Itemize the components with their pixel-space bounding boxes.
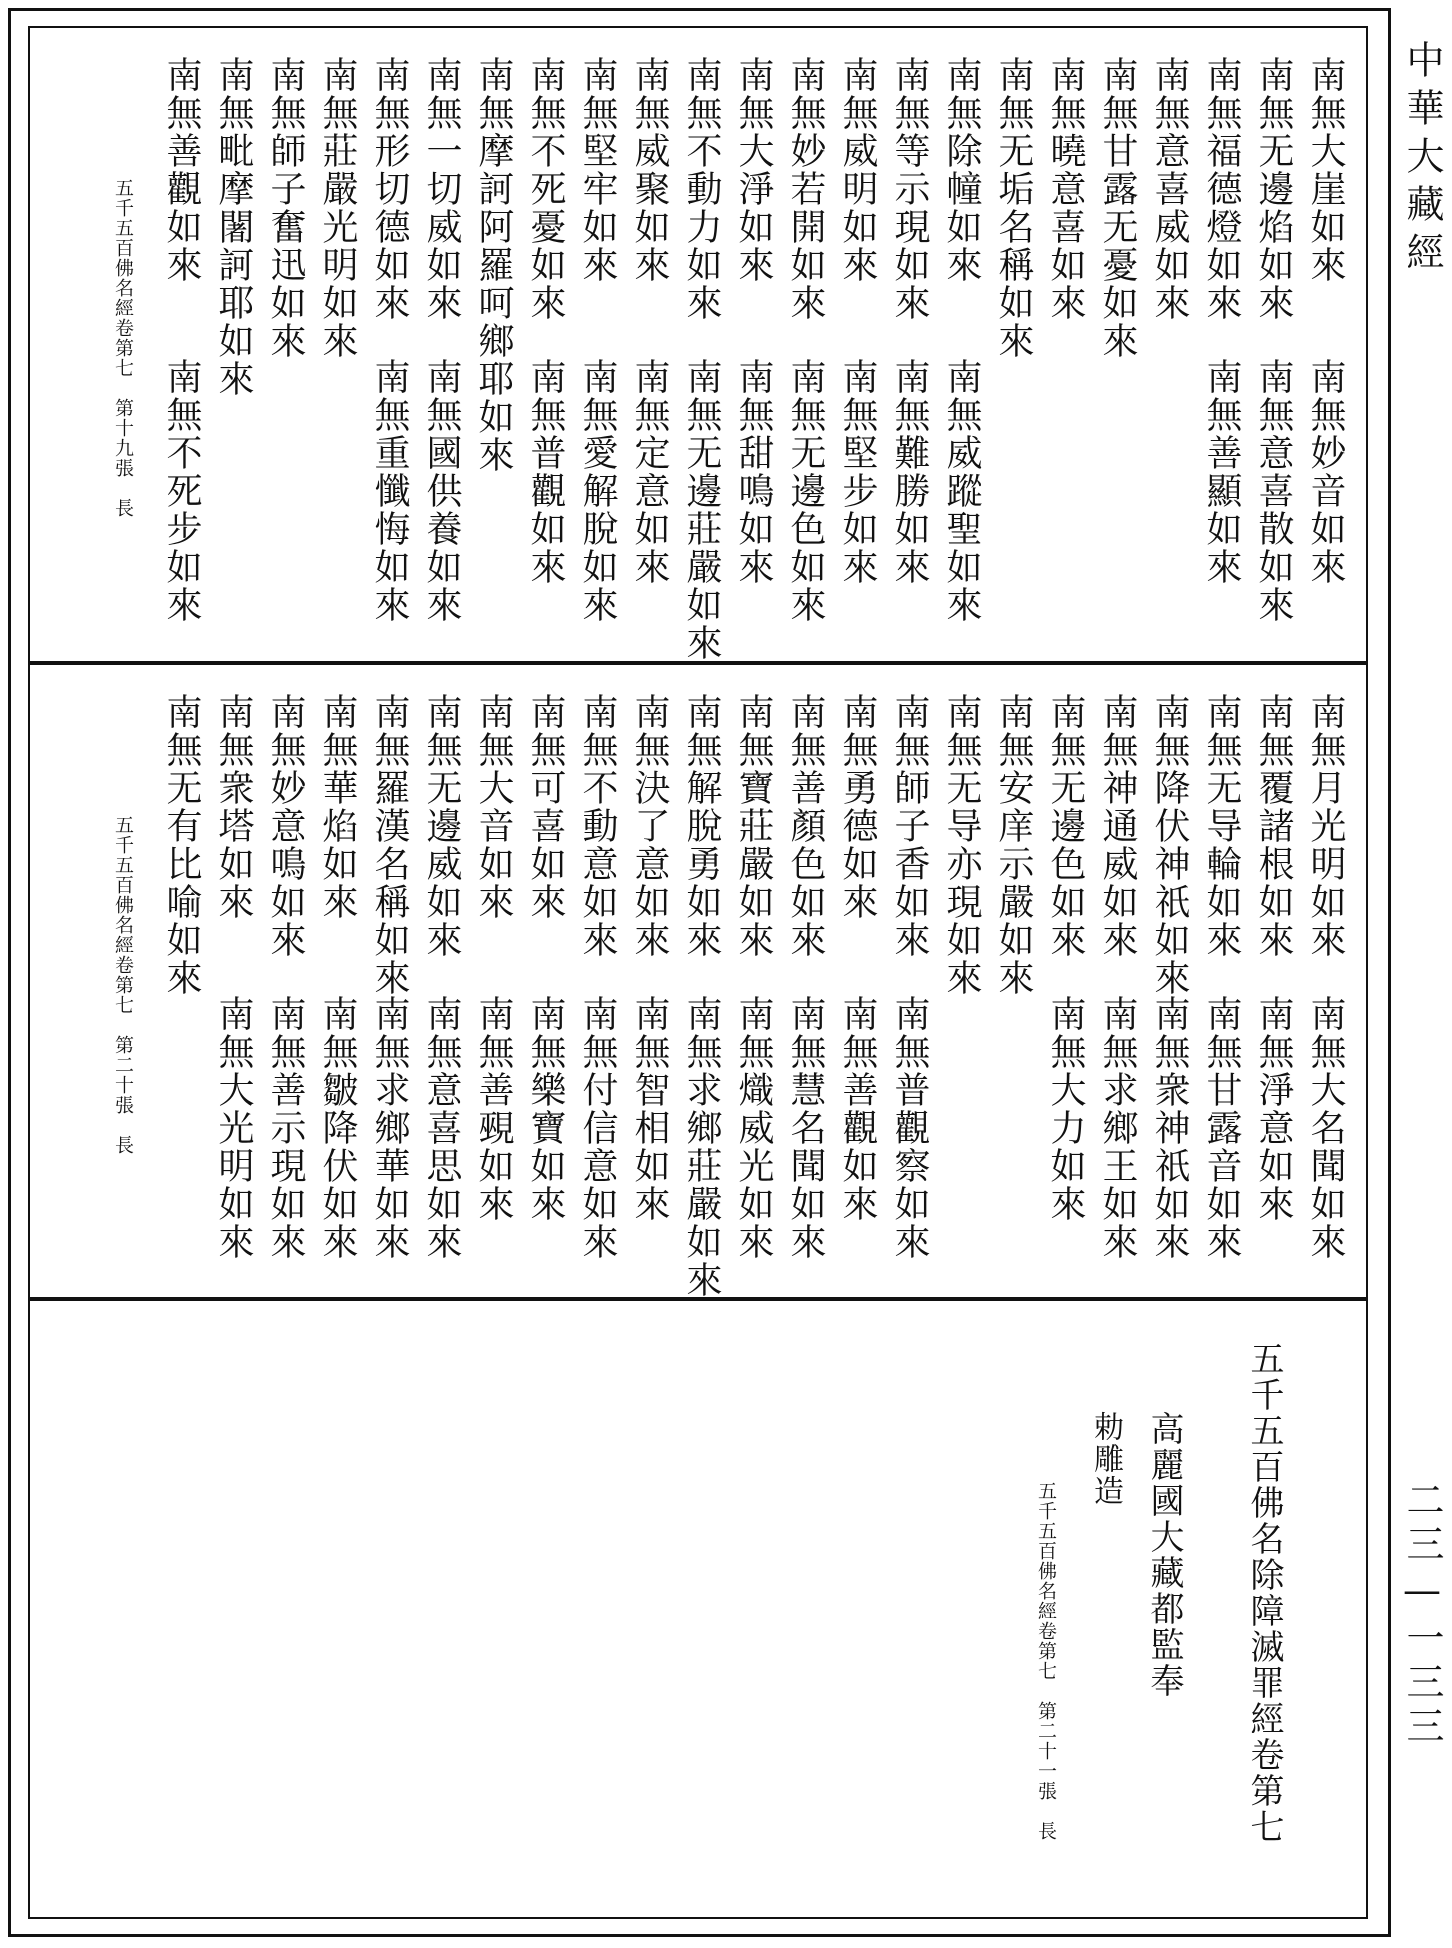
buddha-name-column: 南無衆塔如來 [213, 693, 254, 921]
buddha-name-column: 南無大名聞如來 [1305, 995, 1346, 1261]
buddha-name-column: 南無熾威光如來 [733, 995, 774, 1261]
buddha-name-column: 南無无导亦現如來 [941, 693, 982, 997]
buddha-name-column: 南無求鄉王如來 [1097, 995, 1138, 1261]
buddha-name-column: 南無妙若開如來 [785, 56, 826, 322]
buddha-name-column: 南無堅牢如來 [577, 56, 618, 284]
buddha-name-column: 南無大崖如來 [1305, 56, 1346, 284]
sutra-section-1 [28, 26, 1368, 663]
buddha-name-column: 南無无邊色如來 [1045, 693, 1086, 959]
buddha-name-column: 南無善覡如來 [473, 995, 514, 1223]
buddha-name-column: 南無安庠示嚴如來 [993, 693, 1034, 997]
colophon-footer: 五千五百佛名經卷第七 第二十一張 長 [1035, 1481, 1057, 1841]
buddha-name-column: 南無華焰如來 [317, 693, 358, 921]
sutra-section-3 [28, 1299, 1368, 1919]
buddha-name-column: 南無降伏神祇如來 [1149, 693, 1190, 997]
buddha-name-column: 南無師子奮迅如來 [265, 56, 306, 360]
section-footer: 五千五百佛名經卷第七 第二十張 長 [112, 815, 134, 1155]
buddha-name-column: 南無皺降伏如來 [317, 995, 358, 1261]
buddha-name-column: 南無不死步如來 [161, 358, 202, 624]
buddha-name-column: 南無大力如來 [1045, 995, 1086, 1223]
buddha-name-column: 南無普觀如來 [525, 358, 566, 586]
buddha-name-column: 南無一切威如來 [421, 56, 462, 322]
buddha-name-column: 南無善觀如來 [837, 995, 878, 1223]
buddha-name-column: 南無不死憂如來 [525, 56, 566, 322]
buddha-name-column: 南無善觀如來 [161, 56, 202, 284]
buddha-name-column: 南無決了意如來 [629, 693, 670, 959]
buddha-name-column: 南無甘露音如來 [1201, 995, 1242, 1261]
buddha-name-column: 南無普觀察如來 [889, 995, 930, 1261]
buddha-name-column: 南無樂寶如來 [525, 995, 566, 1223]
buddha-name-column: 南無國供養如來 [421, 358, 462, 624]
buddha-name-column: 南無形切德如來 [369, 56, 410, 322]
buddha-name-column: 南無无邊莊嚴如來 [681, 358, 722, 662]
sutra-section-2 [28, 663, 1368, 1299]
buddha-name-column: 南無衆神祇如來 [1149, 995, 1190, 1261]
buddha-name-column: 南無神通威如來 [1097, 693, 1138, 959]
buddha-name-column: 南無師子香如來 [889, 693, 930, 959]
buddha-name-column: 南無寶莊嚴如來 [733, 693, 774, 959]
buddha-name-column: 南無求鄉莊嚴如來 [681, 995, 722, 1299]
buddha-name-column: 南無曉意喜如來 [1045, 56, 1086, 322]
margin-title: 中華大藏經 [1400, 40, 1444, 280]
buddha-name-column: 南無堅步如來 [837, 358, 878, 586]
buddha-name-column: 南無威聚如來 [629, 56, 670, 284]
margin-page-number: 二三—一三三 [1400, 1480, 1444, 1750]
buddha-name-column: 南無无邊色如來 [785, 358, 826, 624]
buddha-name-column: 南無威明如來 [837, 56, 878, 284]
buddha-name-column: 南無求鄉華如來 [369, 995, 410, 1261]
buddha-name-column: 南無勇德如來 [837, 693, 878, 921]
buddha-name-column: 南無重懺悔如來 [369, 358, 410, 624]
colophon-decree: 勅雕造 [1088, 1411, 1123, 1507]
buddha-name-column: 南無羅漢名稱如來 [369, 693, 410, 997]
buddha-name-column: 南無福德燈如來 [1201, 56, 1242, 322]
buddha-name-column: 南無慧名聞如來 [785, 995, 826, 1261]
buddha-name-column: 南無不動力如來 [681, 56, 722, 322]
buddha-name-column: 南無毗摩闍訶耶如來 [213, 56, 254, 398]
buddha-name-column: 南無愛解脫如來 [577, 358, 618, 624]
buddha-name-column: 南無意喜威如來 [1149, 56, 1190, 322]
buddha-name-column: 南無妙意鳴如來 [265, 693, 306, 959]
buddha-name-column: 南無善顯如來 [1201, 358, 1242, 586]
buddha-name-column: 南無无有比喻如來 [161, 693, 202, 997]
buddha-name-column: 南無意喜散如來 [1253, 358, 1294, 624]
buddha-name-column: 南無善示現如來 [265, 995, 306, 1261]
buddha-name-column: 南無等示現如來 [889, 56, 930, 322]
buddha-name-column: 南無无邊焰如來 [1253, 56, 1294, 322]
buddha-name-column: 南無莊嚴光明如來 [317, 56, 358, 360]
page-frame [8, 8, 1391, 1937]
buddha-name-column: 南無威蹤聖如來 [941, 358, 982, 624]
buddha-name-column: 南無大音如來 [473, 693, 514, 921]
buddha-name-column: 南無妙音如來 [1305, 358, 1346, 586]
colophon-title: 五千五百佛名除障滅罪經卷第七 [1244, 1341, 1284, 1845]
buddha-name-column: 南無无导輪如來 [1201, 693, 1242, 959]
buddha-name-column: 南無甘露无憂如來 [1097, 56, 1138, 360]
buddha-name-column: 南無難勝如來 [889, 358, 930, 586]
buddha-name-column: 南無摩訶阿羅呵鄉耶如來 [473, 56, 514, 474]
buddha-name-column: 南無定意如來 [629, 358, 670, 586]
buddha-name-column: 南無不動意如來 [577, 693, 618, 959]
buddha-name-column: 南無月光明如來 [1305, 693, 1346, 959]
buddha-name-column: 南無无垢名稱如來 [993, 56, 1034, 360]
buddha-name-column: 南無智相如來 [629, 995, 670, 1223]
buddha-name-column: 南無善顏色如來 [785, 693, 826, 959]
buddha-name-column: 南無大淨如來 [733, 56, 774, 284]
buddha-name-column: 南無付信意如來 [577, 995, 618, 1261]
buddha-name-column: 南無无邊威如來 [421, 693, 462, 959]
buddha-name-column: 南無大光明如來 [213, 995, 254, 1261]
colophon-bureau: 高麗國大藏都監奉 [1144, 1411, 1184, 1699]
buddha-name-column: 南無意喜思如來 [421, 995, 462, 1261]
buddha-name-column: 南無甜鳴如來 [733, 358, 774, 586]
buddha-name-column: 南無可喜如來 [525, 693, 566, 921]
buddha-name-column: 南無解脫勇如來 [681, 693, 722, 959]
section-footer: 五千五百佛名經卷第七 第十九張 長 [112, 178, 134, 518]
buddha-name-column: 南無除幢如來 [941, 56, 982, 284]
buddha-name-column: 南無淨意如來 [1253, 995, 1294, 1223]
buddha-name-column: 南無覆諸根如來 [1253, 693, 1294, 959]
